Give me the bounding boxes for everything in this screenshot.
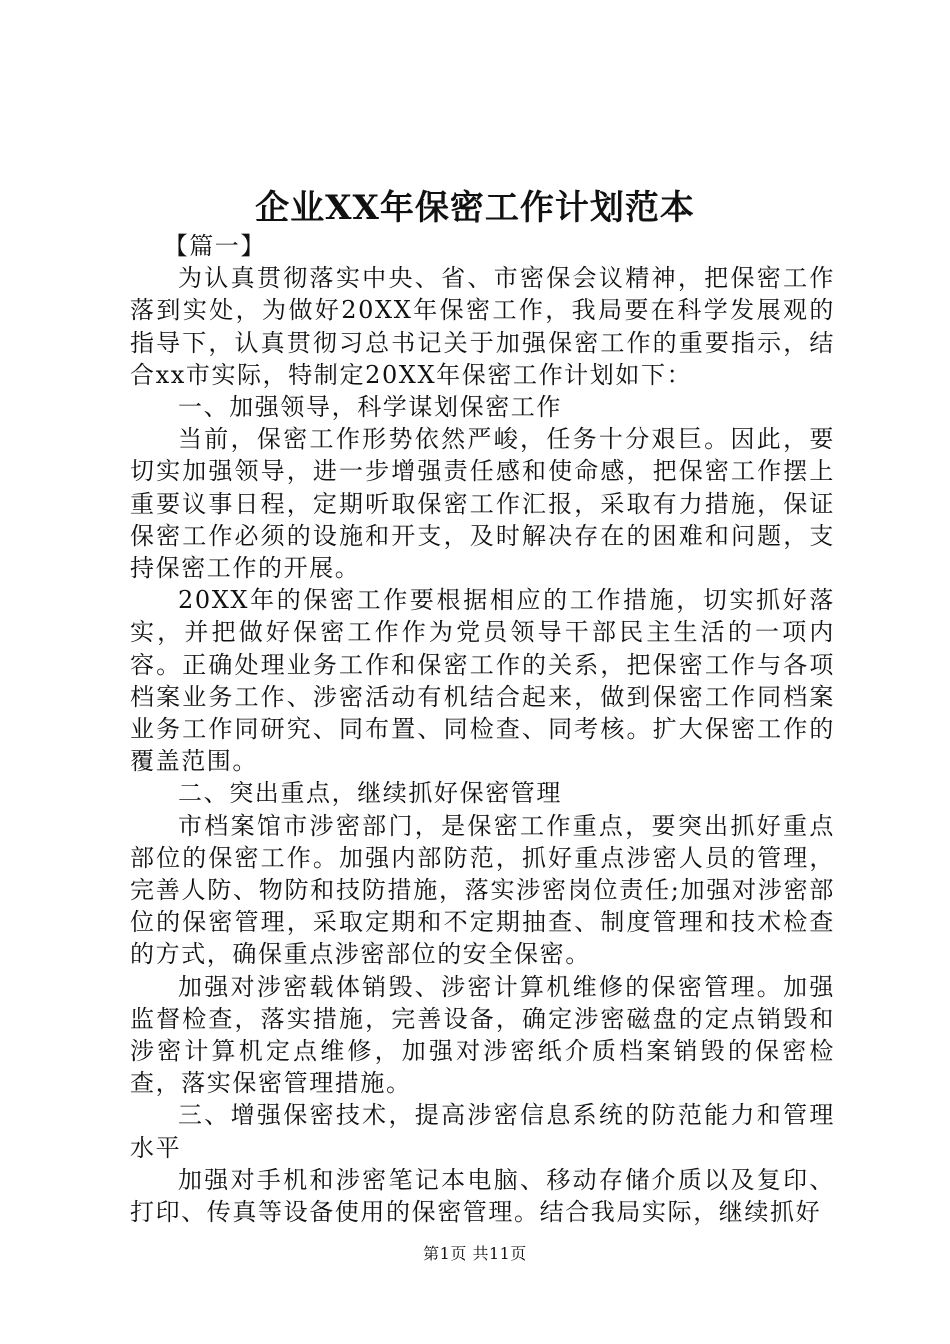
section-heading-3: 三、增强保密技术，提高涉密信息系统的防范能力和管理水平	[130, 1101, 835, 1162]
section-heading-2: 二、突出重点，继续抓好保密管理	[178, 779, 562, 808]
body-paragraph: 市档案馆市涉密部门，是保密工作重点，要突出抓好重点部位的保密工作。加强内部防范，抓好重点涉密人员的管理，完善人防、物防和技防措施，落实涉密岗位责任;加强对涉密部位的保密管理，采取定期和不定期抽查、制度管理和技术检查的方式，确保重点涉密部位的安全保密。	[130, 811, 835, 969]
body-paragraph: 为认真贯彻落实中央、省、市密保会议精神，把保密工作落到实处，为做好20XX年保密工作，我局要在科学发展观的指导下，认真贯彻习总书记关于加强保密工作的重要指示，结合xx市实际，特制定20XX年保密工作计划如下：	[130, 264, 835, 389]
document-title: 企业XX年保密工作计划范本	[255, 188, 695, 228]
body-paragraph: 当前，保密工作形势依然严峻，任务十分艰巨。因此，要切实加强领导，进一步增强责任感和使命感，把保密工作摆上重要议事日程，定期听取保密工作汇报，采取有力措施，保证保密工作必须的设施和开支，及时解决存在的困难和问题，支持保密工作的开展。	[130, 425, 835, 583]
page-footer: 第1页 共11页	[423, 1244, 527, 1263]
document-body	[130, 230, 835, 1228]
body-paragraph: 加强对手机和涉密笔记本电脑、移动存储介质以及复印、打印、传真等设备使用的保密管理。结合我局实际，继续抓好	[130, 1165, 835, 1227]
section-tag: 【篇一】	[163, 232, 266, 260]
body-paragraph: 加强对涉密载体销毁、涉密计算机维修的保密管理。加强监督检查，落实措施，完善设备，确定涉密磁盘的定点销毁和涉密计算机定点维修，加强对涉密纸介质档案销毁的保密检查，落实保密管理措施。	[130, 972, 835, 1098]
body-paragraph: 20XX年的保密工作要根据相应的工作措施，切实抓好落实，并把做好保密工作作为党员领导干部民主生活的一项内容。正确处理业务工作和保密工作的关系，把保密工作与各项档案业务工作、涉密活动有机结合起来，做到保密工作同档案业务工作同研究、同布置、同检查、同考核。扩大保密工作的覆盖范围。	[130, 586, 835, 776]
section-heading-1: 一、加强领导，科学谋划保密工作	[178, 393, 562, 422]
